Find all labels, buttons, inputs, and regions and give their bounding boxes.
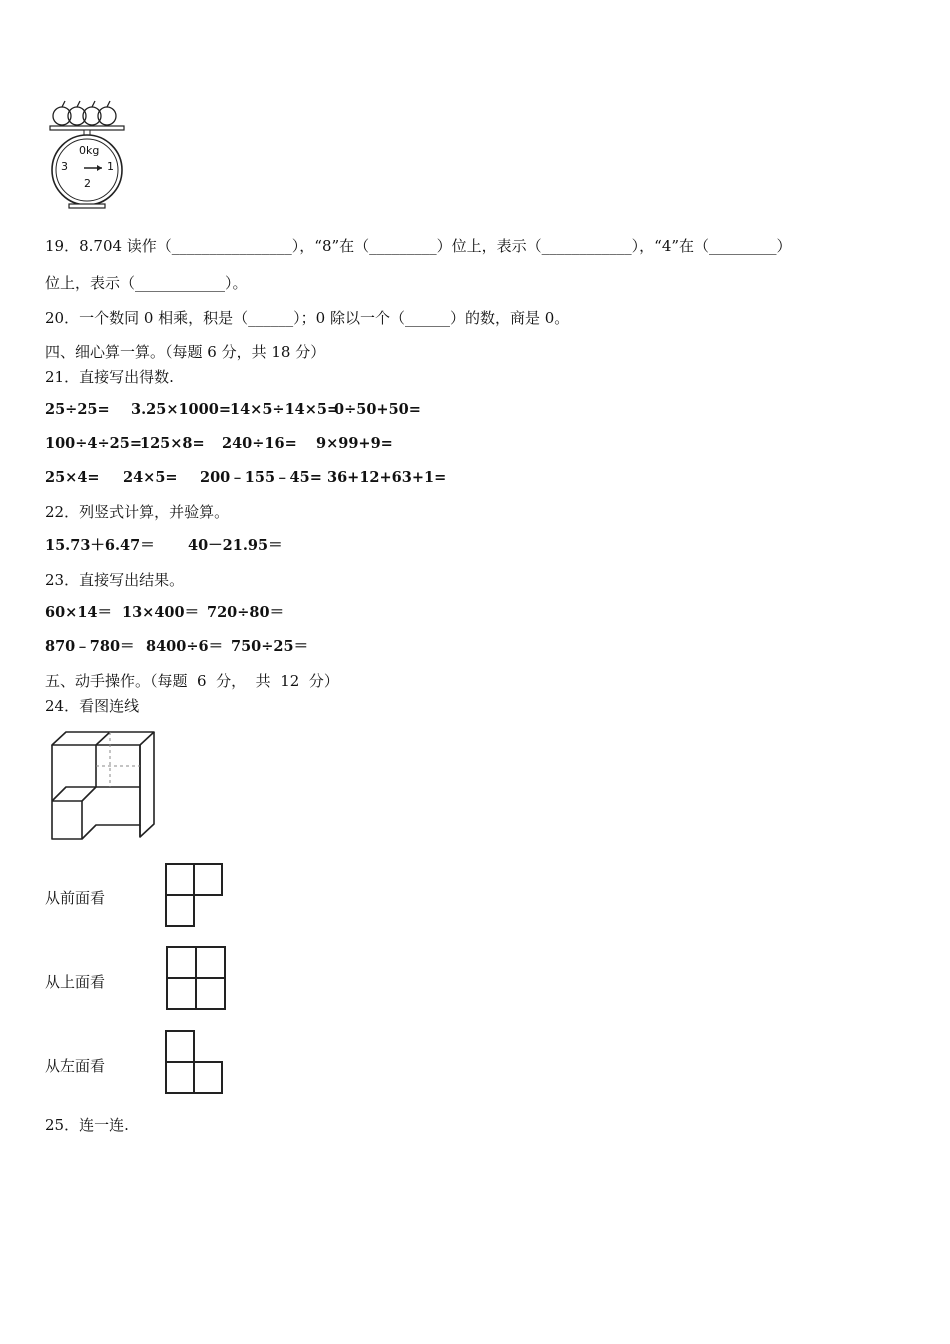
q21-r2-c2: 125×8= xyxy=(140,435,205,452)
dial-bottom-label: 2 xyxy=(84,177,91,190)
q21-r2-c3: 240÷16= xyxy=(222,435,297,452)
q22-item-1: 15.73＋6.47＝ xyxy=(45,537,155,554)
q23-r2-c1: 870﹣780＝ xyxy=(45,638,135,655)
left-view-figure xyxy=(165,1030,225,1096)
q21-r3-c4: 36+12+63+1= xyxy=(327,469,447,486)
q21-r3-c1: 25×4= xyxy=(45,469,100,486)
dial-left-label: 3 xyxy=(61,160,68,173)
front-view-figure xyxy=(165,863,225,929)
q23-r1-c2: 13×400＝ xyxy=(122,604,200,621)
cube-stack-figure xyxy=(46,729,158,844)
q22-item-2: 40－21.95＝ xyxy=(188,537,283,554)
q23-title: 23．直接写出结果。 xyxy=(45,571,185,589)
view-label-left: 从左面看 xyxy=(45,1057,106,1075)
q21-r1-c2: 3.25×1000= xyxy=(131,401,231,418)
q20-text: 20．一个数同 0 相乘，积是（______）；0 除以一个（______）的数，商是 0。 xyxy=(45,309,570,327)
q21-r3-c3: 200﹣155﹣45= xyxy=(200,469,322,486)
q19-line1: 19．8.704 读作（________________），“8”在（_________）位上，表示（____________），“4”在（_________） xyxy=(45,237,792,255)
scale-base xyxy=(69,204,105,208)
q21-r1-c4: 0÷50+50= xyxy=(334,401,421,418)
apples xyxy=(53,101,116,125)
q21-r2-c4: 9×99+9= xyxy=(316,435,393,452)
q21-r3-c2: 24×5= xyxy=(123,469,178,486)
view-label-front: 从前面看 xyxy=(45,889,106,907)
q21-title: 21．直接写出得数. xyxy=(45,368,174,386)
section4-heading: 四、细心算一算。（每题 6 分，共 18 分） xyxy=(45,343,326,361)
q23-r2-c2: 8400÷6＝ xyxy=(146,638,224,655)
q23-r1-c1: 60×14＝ xyxy=(45,604,113,621)
dial-zero-label: 0kg xyxy=(79,144,100,157)
view-label-top: 从上面看 xyxy=(45,973,106,991)
q21-r1-c3: 14×5÷14×5= xyxy=(230,401,340,418)
q21-r1-c1: 25÷25= xyxy=(45,401,110,418)
q22-title: 22．列竖式计算，并验算。 xyxy=(45,503,230,521)
q24-title: 24．看图连线 xyxy=(45,697,140,715)
q21-r2-c1: 100÷4÷25= xyxy=(45,435,142,452)
scale-pan xyxy=(50,126,124,130)
top-view-figure xyxy=(166,946,228,1012)
section5-heading: 五、动手操作。（每题 6 分， 共 12 分） xyxy=(45,672,339,690)
dial-right-label: 1 xyxy=(107,160,114,173)
q25-title: 25．连一连. xyxy=(45,1116,129,1134)
q23-r1-c3: 720÷80＝ xyxy=(207,604,285,621)
q23-r2-c3: 750÷25＝ xyxy=(231,638,309,655)
q19-line2: 位上，表示（____________）。 xyxy=(45,274,248,292)
